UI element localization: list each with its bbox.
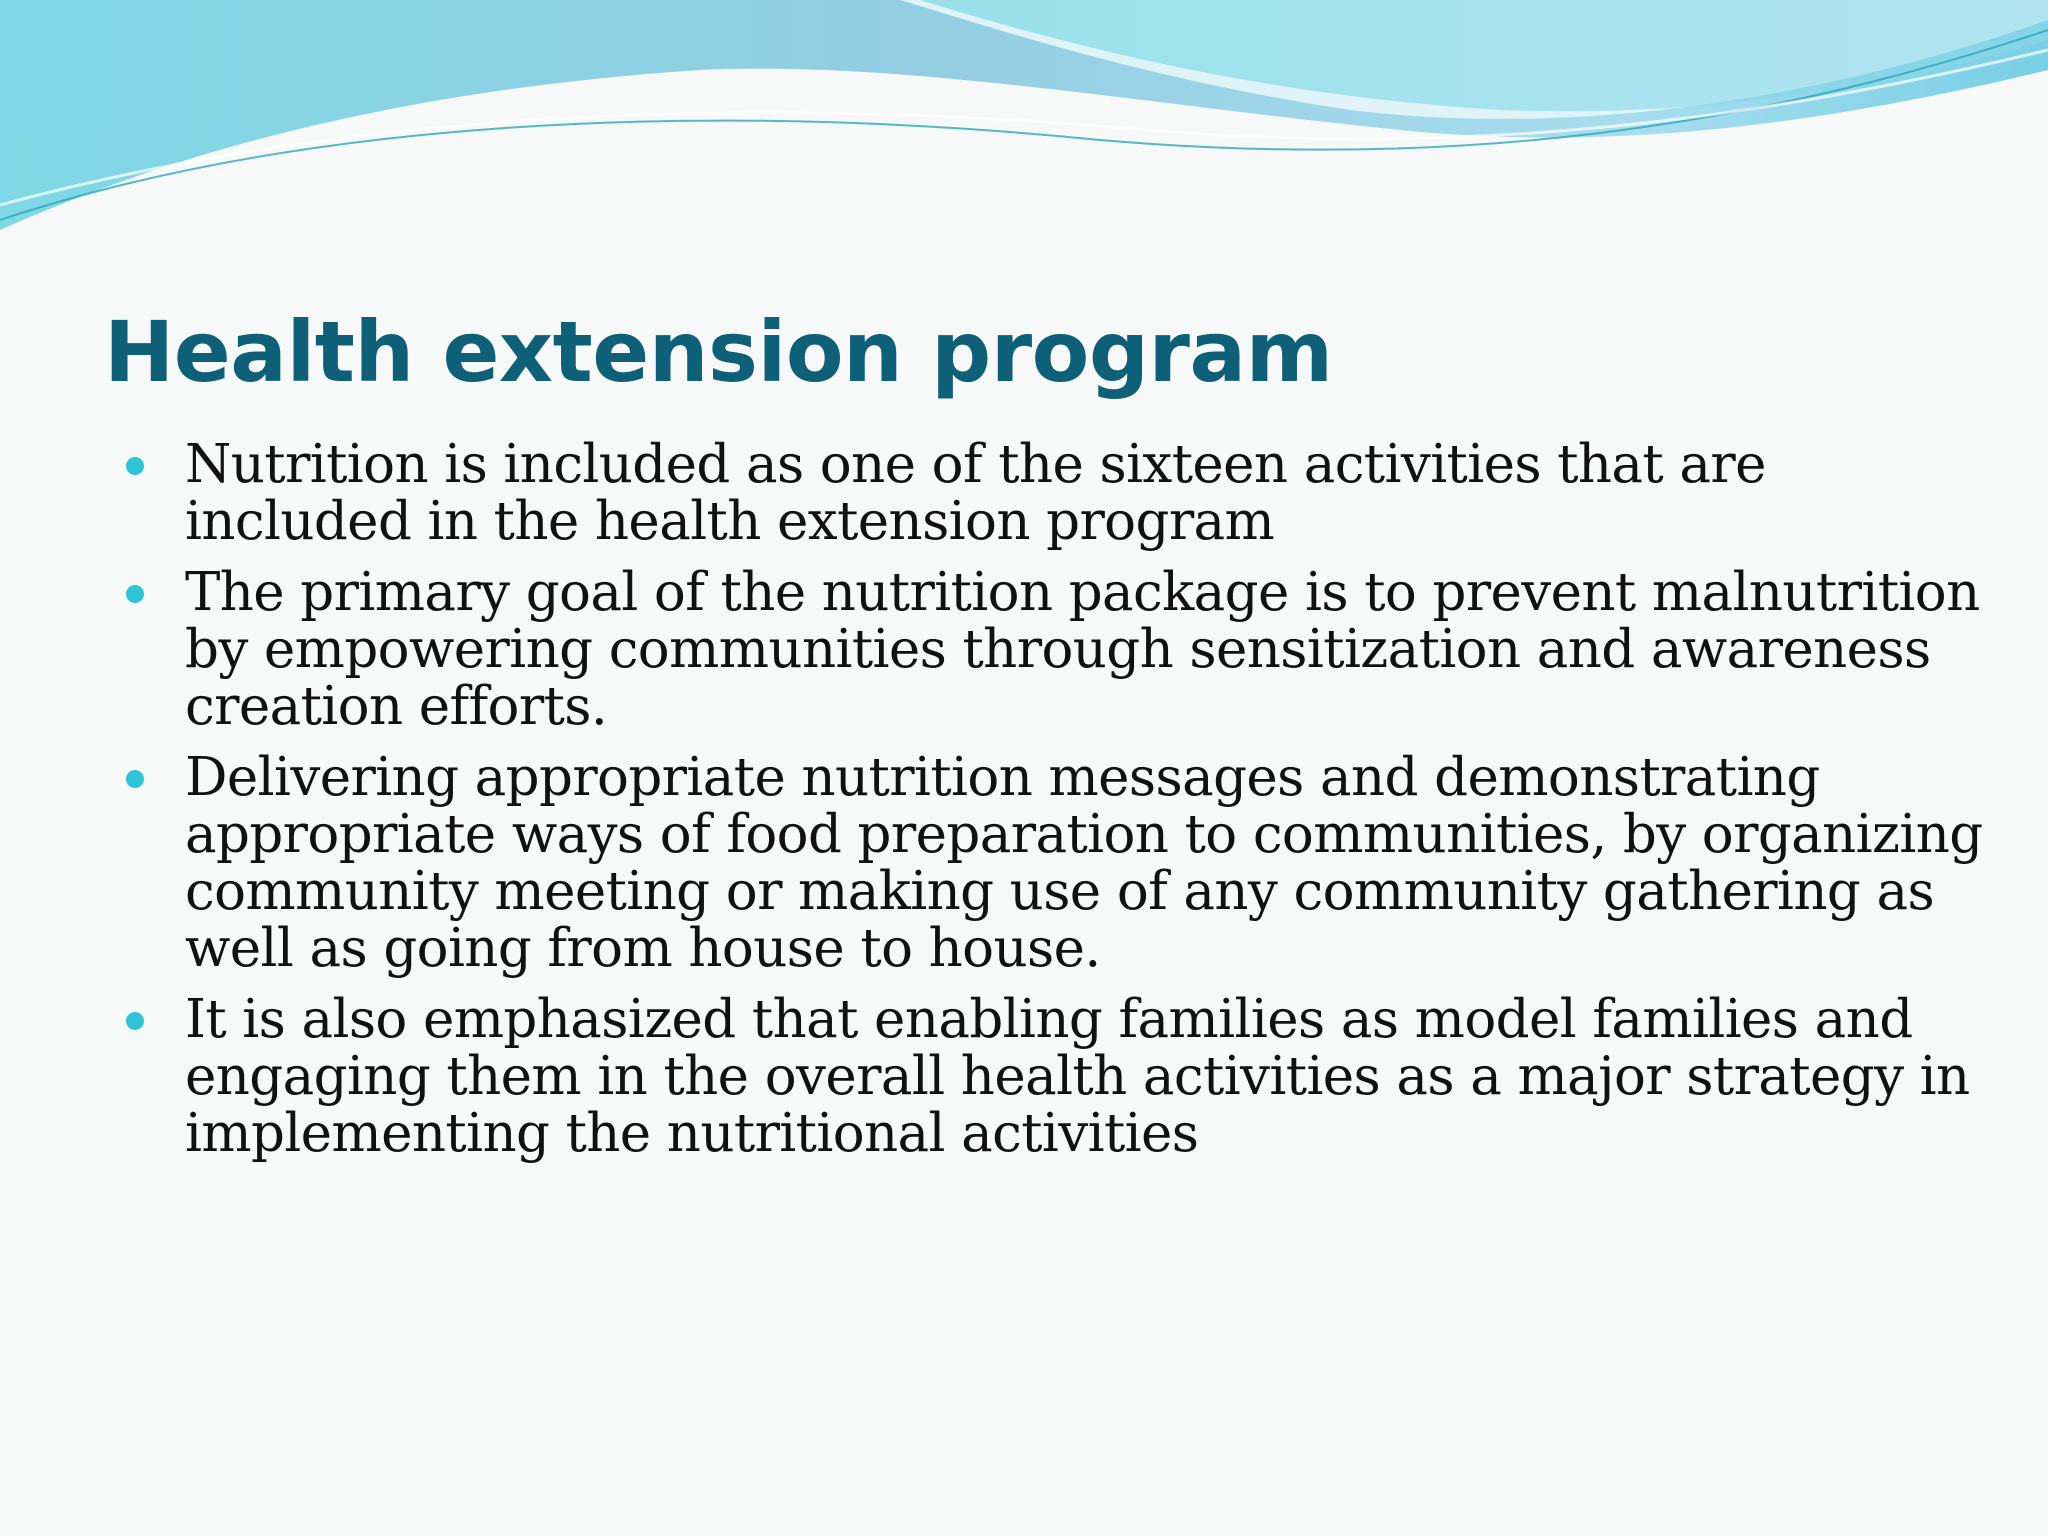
- wave-header-decoration: [0, 0, 2048, 240]
- slide-title: Health extension program: [104, 303, 1333, 401]
- bullet-dot-icon: [126, 770, 144, 788]
- bullet-dot-icon: [126, 585, 144, 603]
- bullet-item: [126, 749, 2006, 977]
- bullet-dot-icon: [126, 457, 144, 475]
- bullet-text: Nutrition is included as one of the sixteen activities that are included in the health extension program: [185, 434, 1766, 552]
- bullet-item: [126, 436, 2006, 550]
- bullet-text: The primary goal of the nutrition package is to prevent malnutrition by empowering communities through sensitization and awareness creation efforts.: [185, 562, 1980, 737]
- bullet-list: [126, 436, 2006, 1176]
- bullet-item: [126, 991, 2006, 1162]
- bullet-text: It is also emphasized that enabling families as model families and engaging them in the overall health activities as a major strategy in implementing the nutritional activities: [185, 989, 1970, 1164]
- bullet-text: Delivering appropriate nutrition messages and demonstrating appropriate ways of food preparation to communities, by organizing community meeting or making use of any community gathering as well as going from house to house.: [185, 747, 1983, 979]
- bullet-dot-icon: [126, 1012, 144, 1030]
- bullet-item: [126, 564, 2006, 735]
